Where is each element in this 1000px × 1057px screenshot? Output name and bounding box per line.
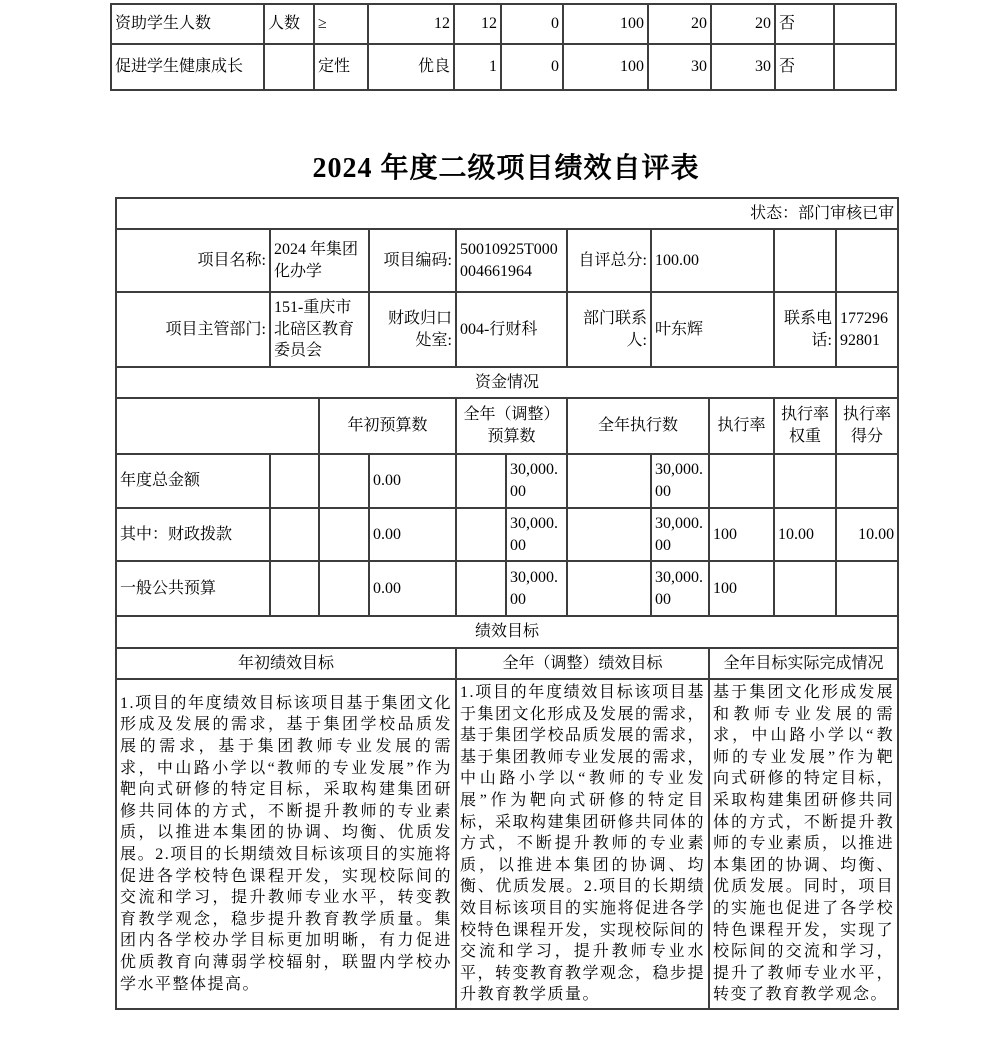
funding-weight-cell: [774, 454, 836, 508]
project-code-value: 50010925T000004661964: [456, 229, 567, 292]
indicator-weight-cell: 20: [648, 4, 711, 44]
dept-label: 项目主管部门:: [116, 292, 270, 367]
indicator-target-cell: 优良: [368, 44, 454, 90]
empty-cell: [567, 508, 651, 561]
indicator-rate-cell: 100: [563, 44, 648, 90]
funding-rate-cell: [709, 454, 774, 508]
goals-section-title: 绩效目标: [116, 616, 898, 648]
dept-value: 151-重庆市北碚区教育委员会: [270, 292, 369, 367]
empty-cell: [270, 561, 319, 616]
empty-cell: [270, 508, 319, 561]
empty-cell: [116, 398, 319, 454]
status-row: [116, 198, 898, 229]
empty-cell: [270, 454, 319, 508]
funding-weight-cell: 10.00: [774, 508, 836, 561]
funding-row: [116, 454, 898, 508]
page-title: 2024 年度二级项目绩效自评表: [312, 153, 700, 184]
empty-cell: [774, 229, 836, 292]
indicator-deviation-cell: 0: [501, 44, 563, 90]
indicator-flag-cell: 否: [775, 44, 834, 90]
funding-initial-cell: 0.00: [369, 454, 456, 508]
indicator-flag-cell: 否: [775, 4, 834, 44]
finance-office-value: 004-行财科: [456, 292, 567, 367]
indicator-rate-cell: 100: [563, 4, 648, 44]
contact-value: 叶东辉: [651, 292, 774, 367]
funding-score-cell: 10.00: [836, 508, 898, 561]
funding-rate-cell: 100: [709, 561, 774, 616]
funding-label-cell: 其中：财政拨款: [116, 508, 270, 561]
goals-actual-text: 基于集团文化形成发展和教师专业发展的需求，中山路小学以“教师的专业发展”作为靶向式研修的特定目标，采取构建集团研修共同体的方式，不断提升教师的专业素质，以推进本集团的协调、均衡、优质发展。同时，项目的实施也促进了各学校特色课程开发，实现了校际间的交流和学习，提升了教师专业水平，转变了教育教学观念。: [709, 679, 898, 1009]
empty-cell: [456, 561, 506, 616]
goals-header-row: [116, 648, 898, 679]
empty-cell: [456, 508, 506, 561]
indicator-table: [110, 3, 897, 91]
header-executed: 全年执行数: [567, 398, 709, 454]
status-text: 状态：部门审核已审: [116, 198, 898, 229]
goals-initial-text: 1.项目的年度绩效目标该项目基于集团文化形成及发展的需求，基于集团学校品质发展的需求，基于集团教师专业发展的需求，中山路小学以“教师的专业发展”作为靶向式研修的特定目标，采取构建集团研修共同体的方式，不断提升教师的专业素质，以推进本集团的协调、均衡、优质发展。2.项目的长期绩效目标该项目的实施将促进各学校特色课程开发，实现校际间的交流和学习，提升教师专业水平，转变教育教学观念，稳步提升教育教学质量。集团内各学校办学目标更加明晰，有力促进优质教育向薄弱学校辐射，联盟内学校办学水平整体提高。: [116, 679, 456, 1009]
funding-adjusted-cell: 30,000.00: [506, 561, 567, 616]
empty-cell: [456, 454, 506, 508]
header-adjusted-budget: 全年（调整）预算数: [456, 398, 567, 454]
indicator-unit-cell: 人数: [264, 4, 314, 44]
indicator-name-cell: 资助学生人数: [111, 4, 264, 44]
funding-executed-cell: 30,000.00: [651, 454, 709, 508]
project-code-label: 项目编码:: [369, 229, 456, 292]
header-initial-budget: 年初预算数: [319, 398, 456, 454]
self-score-label: 自评总分:: [567, 229, 651, 292]
empty-cell: [836, 229, 898, 292]
project-name-value: 2024 年集团化办学: [270, 229, 369, 292]
funding-initial-cell: 0.00: [369, 561, 456, 616]
project-info-row: [116, 229, 898, 292]
funding-rate-cell: 100: [709, 508, 774, 561]
funding-label-cell: 一般公共预算: [116, 561, 270, 616]
empty-cell: [567, 561, 651, 616]
funding-row: [116, 561, 898, 616]
funding-section-title: 资金情况: [116, 367, 898, 398]
indicator-unit-cell: [264, 44, 314, 90]
funding-score-cell: [836, 561, 898, 616]
goals-text-row: [116, 679, 898, 1009]
funding-executed-cell: 30,000.00: [651, 508, 709, 561]
goals-header-initial: 年初绩效目标: [116, 648, 456, 679]
finance-office-label: 财政归口处室:: [369, 292, 456, 367]
header-rate: 执行率: [709, 398, 774, 454]
empty-cell: [319, 561, 369, 616]
indicator-direction-cell: ≥: [314, 4, 368, 44]
funding-executed-cell: 30,000.00: [651, 561, 709, 616]
indicator-weight-cell: 30: [648, 44, 711, 90]
phone-label: 联系电话:: [774, 292, 836, 367]
goals-section-row: [116, 616, 898, 648]
goals-header-actual: 全年目标实际完成情况: [709, 648, 898, 679]
indicator-target-cell: 12: [368, 4, 454, 44]
indicator-empty-cell: [834, 44, 896, 90]
indicator-deviation-cell: 0: [501, 4, 563, 44]
funding-initial-cell: 0.00: [369, 508, 456, 561]
table-row: [111, 44, 896, 90]
funding-adjusted-cell: 30,000.00: [506, 454, 567, 508]
funding-section-row: [116, 367, 898, 398]
indicator-actual-cell: 12: [454, 4, 501, 44]
funding-adjusted-cell: 30,000.00: [506, 508, 567, 561]
indicator-empty-cell: [834, 4, 896, 44]
self-evaluation-table: [115, 197, 899, 1010]
empty-cell: [319, 454, 369, 508]
table-row: [111, 4, 896, 44]
indicator-name-cell: 促进学生健康成长: [111, 44, 264, 90]
empty-cell: [567, 454, 651, 508]
funding-score-cell: [836, 454, 898, 508]
project-name-label: 项目名称:: [116, 229, 270, 292]
indicator-actual-cell: 1: [454, 44, 501, 90]
indicator-score-cell: 30: [711, 44, 775, 90]
goals-header-adjusted: 全年（调整）绩效目标: [456, 648, 709, 679]
phone-value: 17729692801: [836, 292, 898, 367]
empty-cell: [319, 508, 369, 561]
header-rate-weight: 执行率权重: [774, 398, 836, 454]
funding-row: [116, 508, 898, 561]
funding-header-row: [116, 398, 898, 454]
indicator-score-cell: 20: [711, 4, 775, 44]
funding-weight-cell: [774, 561, 836, 616]
department-info-row: [116, 292, 898, 367]
self-score-value: 100.00: [651, 229, 774, 292]
funding-label-cell: 年度总金额: [116, 454, 270, 508]
indicator-direction-cell: 定性: [314, 44, 368, 90]
goals-adjusted-text: 1.项目的年度绩效目标该项目基于集团文化形成及发展的需求，基于集团学校品质发展的需求，基于集团教师专业发展的需求，中山路小学以“教师的专业发展”作为靶向式研修的特定目标，采取构建集团研修共同体的方式，不断提升教师的专业素质，以推进本集团的协调、均衡、优质发展。2.项目的长期绩效目标该项目的实施将促进各学校特色课程开发，实现校际间的交流和学习，提升教师专业水平，转变教育教学观念，稳步提升教育教学质量。: [456, 679, 709, 1009]
header-rate-score: 执行率得分: [836, 398, 898, 454]
contact-label: 部门联系人:: [567, 292, 651, 367]
